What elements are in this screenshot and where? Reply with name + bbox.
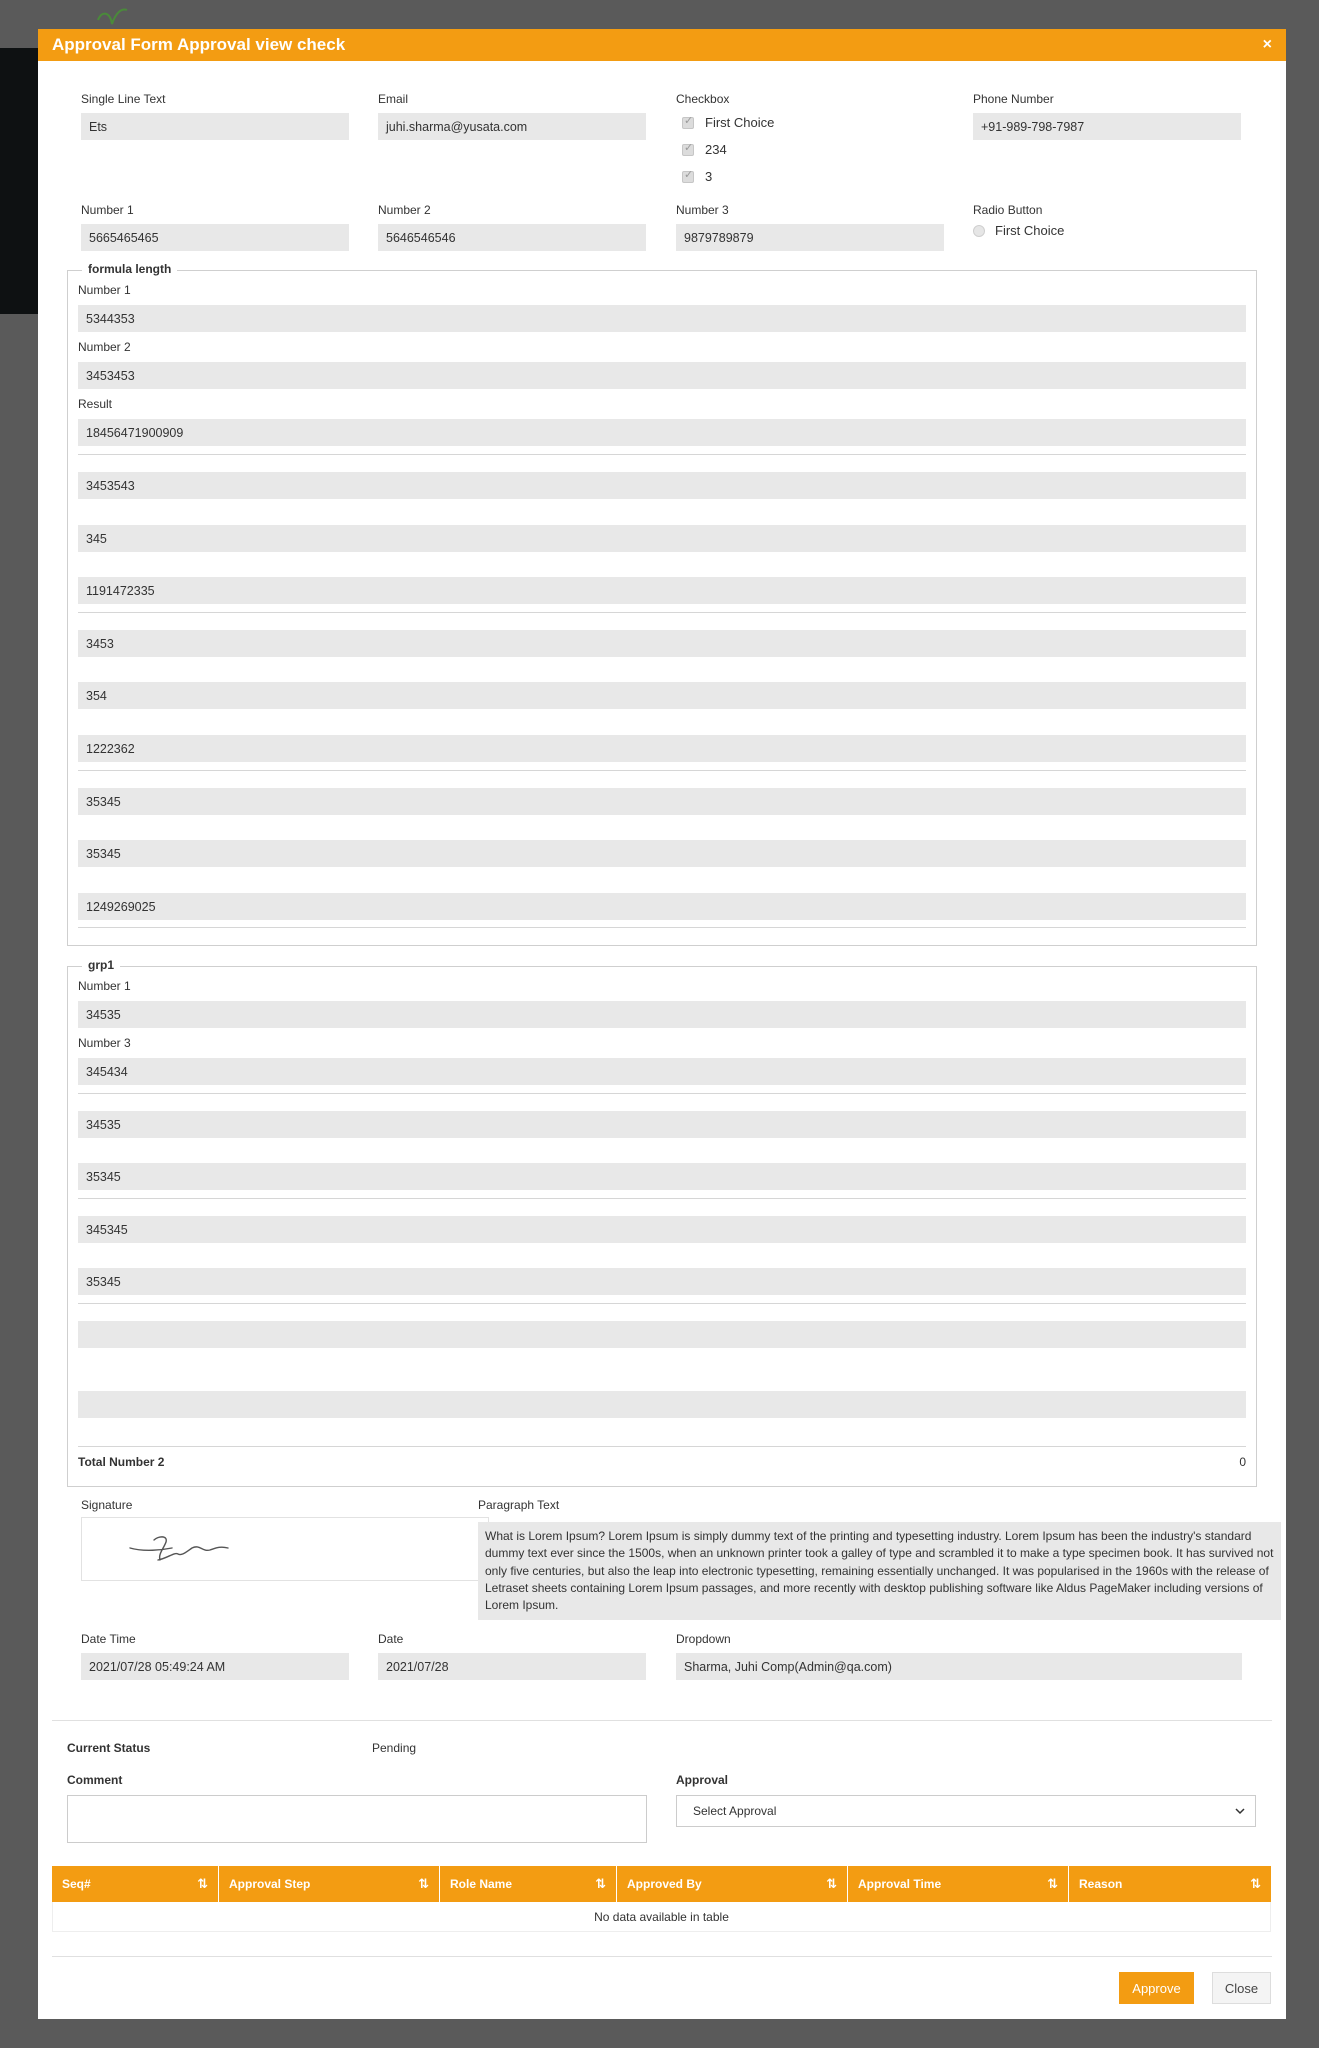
- checkbox-option[interactable]: [676, 136, 944, 163]
- approval-select-value: Select Approval: [693, 1804, 777, 1818]
- radio-icon: [973, 225, 985, 237]
- row-divider: [78, 454, 1246, 455]
- field-label: Single Line Text: [81, 92, 166, 106]
- column-header-reason[interactable]: [1069, 1866, 1271, 1902]
- field-label: Number 2: [378, 203, 431, 217]
- number3-field: [676, 203, 944, 251]
- grp1-value: [78, 1321, 1246, 1348]
- formula-value: 1191472335: [78, 577, 1246, 604]
- column-label: Approved By: [627, 1877, 702, 1891]
- date-value: 2021/07/28: [378, 1653, 646, 1680]
- paragraph-text: What is Lorem Ipsum? Lorem Ipsum is simply dummy text of the printing and typesetting industry. Lorem Ipsum has been the industry's standard dummy text ever since the 1500s, when an unknown printer took a galley of type and scrambled it to make a type specimen book. It has survived not only five centuries, but also the leap into electronic typesetting, remaining essentially unchanged. It was popularised in the 1960s with the release of Letraset sheets containing Lorem Ipsum passages, and more recently with desktop publishing software like Aldus PageMaker including versions of Lorem Ipsum.: [478, 1522, 1281, 1620]
- formula-length-group: [67, 262, 1257, 946]
- signature-image: [82, 1518, 488, 1580]
- email-field: [378, 92, 646, 140]
- field-label: Number 1: [78, 979, 131, 993]
- row-divider: [78, 1198, 1246, 1199]
- background-panel: [0, 48, 40, 314]
- dropdown-value: Sharma, Juhi Comp(Admin@qa.com): [676, 1653, 1242, 1680]
- dropdown-field: [676, 1632, 1242, 1680]
- sort-icon: ⇅: [418, 1876, 429, 1892]
- column-header-approval-time[interactable]: [848, 1866, 1069, 1902]
- field-label: Number 1: [78, 283, 131, 297]
- checkbox-option-label: 3: [705, 169, 713, 184]
- column-label: Reason: [1079, 1877, 1123, 1891]
- formula-value: 35345: [78, 788, 1246, 815]
- phone-value: +91-989-798-7987: [973, 113, 1241, 140]
- checkbox-option[interactable]: [676, 109, 944, 136]
- datetime-value: 2021/07/28 05:49:24 AM: [81, 1653, 349, 1680]
- formula-value: 5344353: [78, 305, 1246, 332]
- grp1-value: 35345: [78, 1163, 1246, 1190]
- checkbox-checked-icon: [682, 171, 694, 183]
- group-legend: grp1: [82, 958, 120, 972]
- formula-value: 345: [78, 525, 1246, 552]
- column-label: Role Name: [450, 1877, 513, 1891]
- table-header: [52, 1866, 1271, 1902]
- row-divider: [78, 1446, 1246, 1447]
- grp1-value: 34535: [78, 1111, 1246, 1138]
- grp1-group: [67, 958, 1257, 1487]
- total-value: 0: [1239, 1455, 1246, 1469]
- checkbox-checked-icon: [682, 117, 694, 129]
- grp1-value: 34535: [78, 1001, 1246, 1028]
- column-header-approved-by[interactable]: [617, 1866, 848, 1902]
- field-label: Date: [378, 1632, 404, 1646]
- column-header-approval-step[interactable]: [219, 1866, 440, 1902]
- datetime-field: [81, 1632, 349, 1680]
- number3-value: 9879789879: [676, 224, 944, 251]
- checkbox-field: [676, 92, 944, 190]
- formula-value: 3453543: [78, 472, 1246, 499]
- field-label: Phone Number: [973, 92, 1054, 106]
- approval-label: Approval: [676, 1773, 729, 1787]
- current-status-label: Current Status: [67, 1741, 151, 1755]
- group-legend: formula length: [82, 262, 177, 276]
- sort-icon: ⇅: [826, 1876, 837, 1892]
- checkbox-checked-icon: [682, 144, 694, 156]
- number1-field: [81, 203, 349, 251]
- grp1-value: [78, 1391, 1246, 1418]
- column-header-seq[interactable]: [52, 1866, 219, 1902]
- number2-field: [378, 203, 646, 251]
- formula-value: 18456471900909: [78, 419, 1246, 446]
- field-label: Result: [78, 397, 113, 411]
- footer-divider: [52, 1956, 1272, 1957]
- number2-value: 5646546546: [378, 224, 646, 251]
- checkbox-option[interactable]: [676, 163, 944, 190]
- approval-history-table: [52, 1866, 1271, 1932]
- row-divider: [78, 927, 1246, 928]
- grp1-value: 345345: [78, 1216, 1246, 1243]
- table-empty-message: No data available in table: [52, 1902, 1271, 1932]
- radio-option-label: First Choice: [995, 223, 1065, 238]
- column-label: Approval Time: [858, 1877, 942, 1891]
- checkbox-option-label: First Choice: [705, 115, 775, 130]
- field-label: Date Time: [81, 1632, 136, 1646]
- paragraph-label: Paragraph Text: [478, 1498, 560, 1512]
- chevron-down-icon: [1235, 1808, 1245, 1815]
- column-header-role-name[interactable]: [440, 1866, 617, 1902]
- phone-field: [973, 92, 1241, 140]
- row-divider: [78, 1093, 1246, 1094]
- modal-title: Approval Form Approval view check: [52, 35, 346, 54]
- approval-modal: [38, 29, 1286, 2019]
- date-field: [378, 1632, 646, 1680]
- number1-value: 5665465465: [81, 224, 349, 251]
- modal-header: [38, 29, 1286, 61]
- formula-value: 1249269025: [78, 893, 1246, 920]
- field-label: Dropdown: [676, 1632, 731, 1646]
- signature-label: Signature: [81, 1498, 133, 1512]
- email-value: juhi.sharma@yusata.com: [378, 113, 646, 140]
- status-value: Pending: [372, 1741, 417, 1755]
- sort-icon: ⇅: [1250, 1876, 1261, 1892]
- comment-label: Comment: [67, 1773, 123, 1787]
- column-label: Approval Step: [229, 1877, 311, 1891]
- single-line-text-field: [81, 92, 349, 140]
- formula-value: 35345: [78, 840, 1246, 867]
- formula-value: 3453453: [78, 362, 1246, 389]
- single-line-text-value: Ets: [81, 113, 349, 140]
- grp1-value: 345434: [78, 1058, 1246, 1085]
- field-label: Number 3: [676, 203, 729, 217]
- field-label: Radio Button: [973, 203, 1043, 217]
- close-icon[interactable]: ×: [1262, 36, 1272, 53]
- close-button[interactable]: Close: [1212, 1972, 1271, 2004]
- grp1-value: 35345: [78, 1268, 1246, 1295]
- radio-option[interactable]: [973, 217, 1241, 244]
- comment-input[interactable]: [67, 1795, 647, 1843]
- formula-value: 354: [78, 682, 1246, 709]
- radio-field: [973, 203, 1241, 244]
- row-divider: [78, 1303, 1246, 1304]
- field-label: Checkbox: [676, 92, 730, 106]
- checkbox-option-label: 234: [705, 142, 727, 157]
- approval-select[interactable]: [676, 1795, 1256, 1827]
- formula-value: 1222362: [78, 735, 1246, 762]
- row-divider: [78, 770, 1246, 771]
- formula-value: 3453: [78, 630, 1246, 657]
- sort-icon: ⇅: [1047, 1876, 1058, 1892]
- signature-pad: [81, 1517, 489, 1581]
- sort-icon: ⇅: [197, 1876, 208, 1892]
- approve-button[interactable]: Approve: [1119, 1972, 1194, 2004]
- total-label: Total Number 2: [78, 1455, 165, 1469]
- field-label: Number 2: [78, 340, 131, 354]
- row-divider: [78, 612, 1246, 613]
- column-label: Seq#: [62, 1877, 91, 1891]
- field-label: Email: [378, 92, 409, 106]
- field-label: Number 1: [81, 203, 134, 217]
- sort-icon: ⇅: [595, 1876, 606, 1892]
- field-label: Number 3: [78, 1036, 131, 1050]
- section-divider: [52, 1720, 1272, 1721]
